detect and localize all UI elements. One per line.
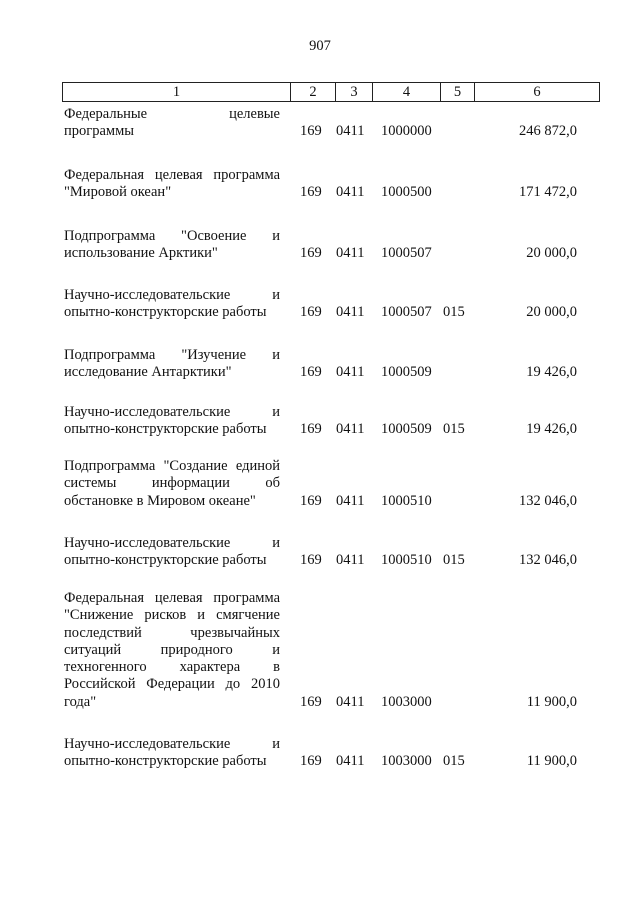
description-line: последствий чрезвычайных [64,624,280,641]
description-line: Подпрограмма "Создание единой [64,458,280,474]
table-row [64,736,584,771]
description-line: программы [64,123,134,140]
description-line: использование Арктики" [64,245,218,262]
header-col-1: 1 [63,83,291,101]
description-line: обстановке в Мировом океане" [64,492,256,509]
cell-c2: 169 [300,184,322,201]
description-line: системы информации об [64,475,280,492]
header-col-4: 4 [373,83,441,101]
table-row [64,458,584,510]
cell-c3: 0411 [336,492,365,509]
row-description [64,590,280,711]
cell-c4: 1000510 [381,552,432,569]
row-description [64,228,280,263]
description-line: опытно-конструкторские работы [64,421,267,438]
cell-c6: 20 000,0 [526,245,577,262]
table-row [64,404,584,439]
cell-c6: 20 000,0 [526,304,577,321]
description-line: Подпрограмма "Изучение и [64,347,280,363]
cell-c5: 015 [443,421,465,438]
header-col-3: 3 [336,83,373,101]
cell-c3: 0411 [336,245,365,262]
header-col-2: 2 [291,83,336,101]
description-line: Федеральная целевая программа [64,590,280,606]
row-description [64,736,280,771]
table-row [64,167,584,202]
cell-c3: 0411 [336,421,365,438]
cell-c3: 0411 [336,552,365,569]
row-description [64,458,280,510]
cell-c3: 0411 [336,304,365,321]
cell-c2: 169 [300,753,322,770]
cell-c6: 132 046,0 [519,492,577,509]
cell-c4: 1000507 [381,245,432,262]
header-col-6: 6 [533,84,541,100]
description-line: года" [64,693,97,710]
cell-c4: 1000507 [381,304,432,321]
description-line: Российской Федерации до 2010 [64,676,280,693]
cell-c2: 169 [300,693,322,710]
cell-c4: 1000509 [381,364,432,381]
cell-c3: 0411 [336,693,365,710]
table-row [64,287,584,322]
cell-c2: 169 [300,421,322,438]
cell-c5: 015 [443,753,465,770]
cell-c4: 1000000 [381,123,432,140]
cell-c6: 246 872,0 [519,123,577,140]
description-line: Научно-исследовательские и [64,736,280,752]
table-row [64,535,584,570]
cell-c3: 0411 [336,753,365,770]
row-description [64,106,280,141]
description-line: Научно-исследовательские и [64,404,280,420]
cell-c5: 015 [443,304,465,321]
cell-c6: 132 046,0 [519,552,577,569]
cell-c6: 171 472,0 [519,184,577,201]
cell-c6: 11 900,0 [526,693,577,710]
cell-c6: 11 900,0 [526,753,577,770]
row-description [64,535,280,570]
row-description [64,167,280,202]
table-header-row [62,82,600,102]
description-line: Научно-исследовательские и [64,287,280,303]
page-number: 907 [309,38,331,54]
description-line: опытно-конструкторские работы [64,304,267,321]
cell-c4: 1000500 [381,184,432,201]
description-line: Научно-исследовательские и [64,535,280,551]
row-description [64,347,280,382]
cell-c2: 169 [300,304,322,321]
description-line: опытно-конструкторские работы [64,753,267,770]
cell-c4: 1003000 [381,753,432,770]
header-col-5: 5 [441,83,475,101]
description-line: Федеральная целевая программа [64,167,280,183]
description-line: "Мировой океан" [64,184,172,201]
description-line: "Снижение рисков и смягчение [64,607,280,624]
cell-c2: 169 [300,245,322,262]
table-row [64,106,584,141]
cell-c2: 169 [300,492,322,509]
description-line: Подпрограмма "Освоение и [64,228,280,244]
description-line: техногенного характера в [64,659,280,676]
cell-c5: 015 [443,552,465,569]
table-row [64,347,584,382]
cell-c3: 0411 [336,123,365,140]
row-description [64,287,280,322]
cell-c2: 169 [300,364,322,381]
cell-c3: 0411 [336,184,365,201]
description-line: Федеральные целевые [64,106,280,122]
cell-c6: 19 426,0 [526,421,577,438]
description-line: исследование Антарктики" [64,364,232,381]
cell-c4: 1000509 [381,421,432,438]
cell-c2: 169 [300,123,322,140]
cell-c3: 0411 [336,364,365,381]
cell-c4: 1000510 [381,492,432,509]
cell-c4: 1003000 [381,693,432,710]
description-line: опытно-конструкторские работы [64,552,267,569]
cell-c2: 169 [300,552,322,569]
row-description [64,404,280,439]
cell-c6: 19 426,0 [526,364,577,381]
description-line: ситуаций природного и [64,641,280,658]
table-row [64,590,584,711]
table-row [64,228,584,263]
